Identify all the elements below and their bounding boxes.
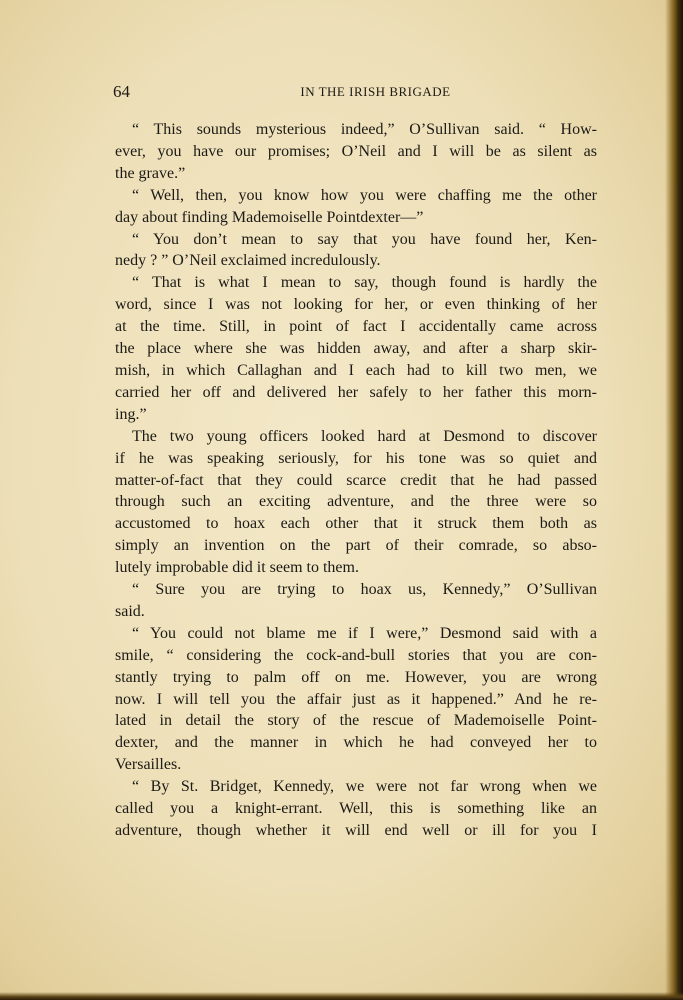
text-line: now. I will tell you the affair just as it happened.” And he re-	[115, 690, 597, 708]
text-line: called you a knight-errant. Well, this is something like an	[115, 800, 597, 818]
text-line: said.	[115, 602, 145, 620]
page-number: 64	[113, 82, 130, 101]
page-bottom-edge	[0, 992, 683, 1000]
text-line: simply an invention on the part of their comrade, so abso-	[115, 537, 597, 555]
text-line: “ You don’t mean to say that you have found her, Ken-	[132, 230, 597, 248]
text-line: accustomed to hoax each other that it struck them both as	[115, 515, 597, 533]
body-text	[115, 119, 597, 842]
text-line: smile, “ considering the cock-and-bull stories that you are con-	[115, 646, 597, 664]
text-line: ever, you have our promises; O’Neil and I will be as silent as	[115, 142, 597, 160]
text-line: lutely improbable did it seem to them.	[115, 559, 359, 577]
text-line: Versailles.	[115, 756, 182, 774]
text-line: “ Well, then, you know how you were chaffing me the other	[132, 186, 597, 204]
text-line: the grave.”	[115, 164, 186, 182]
text-line: carried her off and delivered her safely to her father this morn-	[115, 383, 597, 401]
book-spine-edge	[665, 0, 683, 1000]
text-line: stantly trying to palm off on me. However, you are wrong	[115, 668, 597, 686]
text-line: lated in detail the story of the rescue of Mademoiselle Point-	[115, 712, 597, 730]
text-line: matter-of-fact that they could scarce credit that he had passed	[115, 471, 597, 489]
text-line: day about finding Mademoiselle Pointdexter—”	[115, 208, 424, 226]
page-header	[113, 82, 598, 106]
text-line: “ You could not blame me if I were,” Desmond said with a	[132, 624, 597, 642]
text-line: if he was speaking seriously, for his tone was so quiet and	[115, 449, 597, 467]
text-line: ing.”	[115, 405, 147, 423]
text-line: the place where she was hidden away, and after a sharp skir-	[115, 340, 597, 358]
text-line: The two young officers looked hard at Desmond to discover	[132, 427, 597, 445]
text-line: nedy ? ” O’Neil exclaimed incredulously.	[115, 252, 381, 270]
running-title: IN THE IRISH BRIGADE	[300, 84, 451, 99]
text-line: at the time. Still, in point of fact I accidentally came across	[115, 318, 597, 336]
text-line: “ By St. Bridget, Kennedy, we were not far wrong when we	[132, 778, 597, 796]
text-line: “ That is what I mean to say, though found is hardly the	[132, 274, 597, 292]
text-line: mish, in which Callaghan and I each had to kill two men, we	[115, 361, 597, 379]
text-line: word, since I was not looking for her, or even thinking of her	[115, 296, 597, 314]
text-line: dexter, and the manner in which he had conveyed her to	[115, 734, 597, 752]
text-line: adventure, though whether it will end well or ill for you I	[115, 822, 597, 839]
text-line: “ This sounds mysterious indeed,” O’Sullivan said. “ How-	[132, 121, 597, 138]
text-line: “ Sure you are trying to hoax us, Kennedy,” O’Sullivan	[132, 581, 597, 599]
text-line: through such an exciting adventure, and the three were so	[115, 493, 597, 511]
